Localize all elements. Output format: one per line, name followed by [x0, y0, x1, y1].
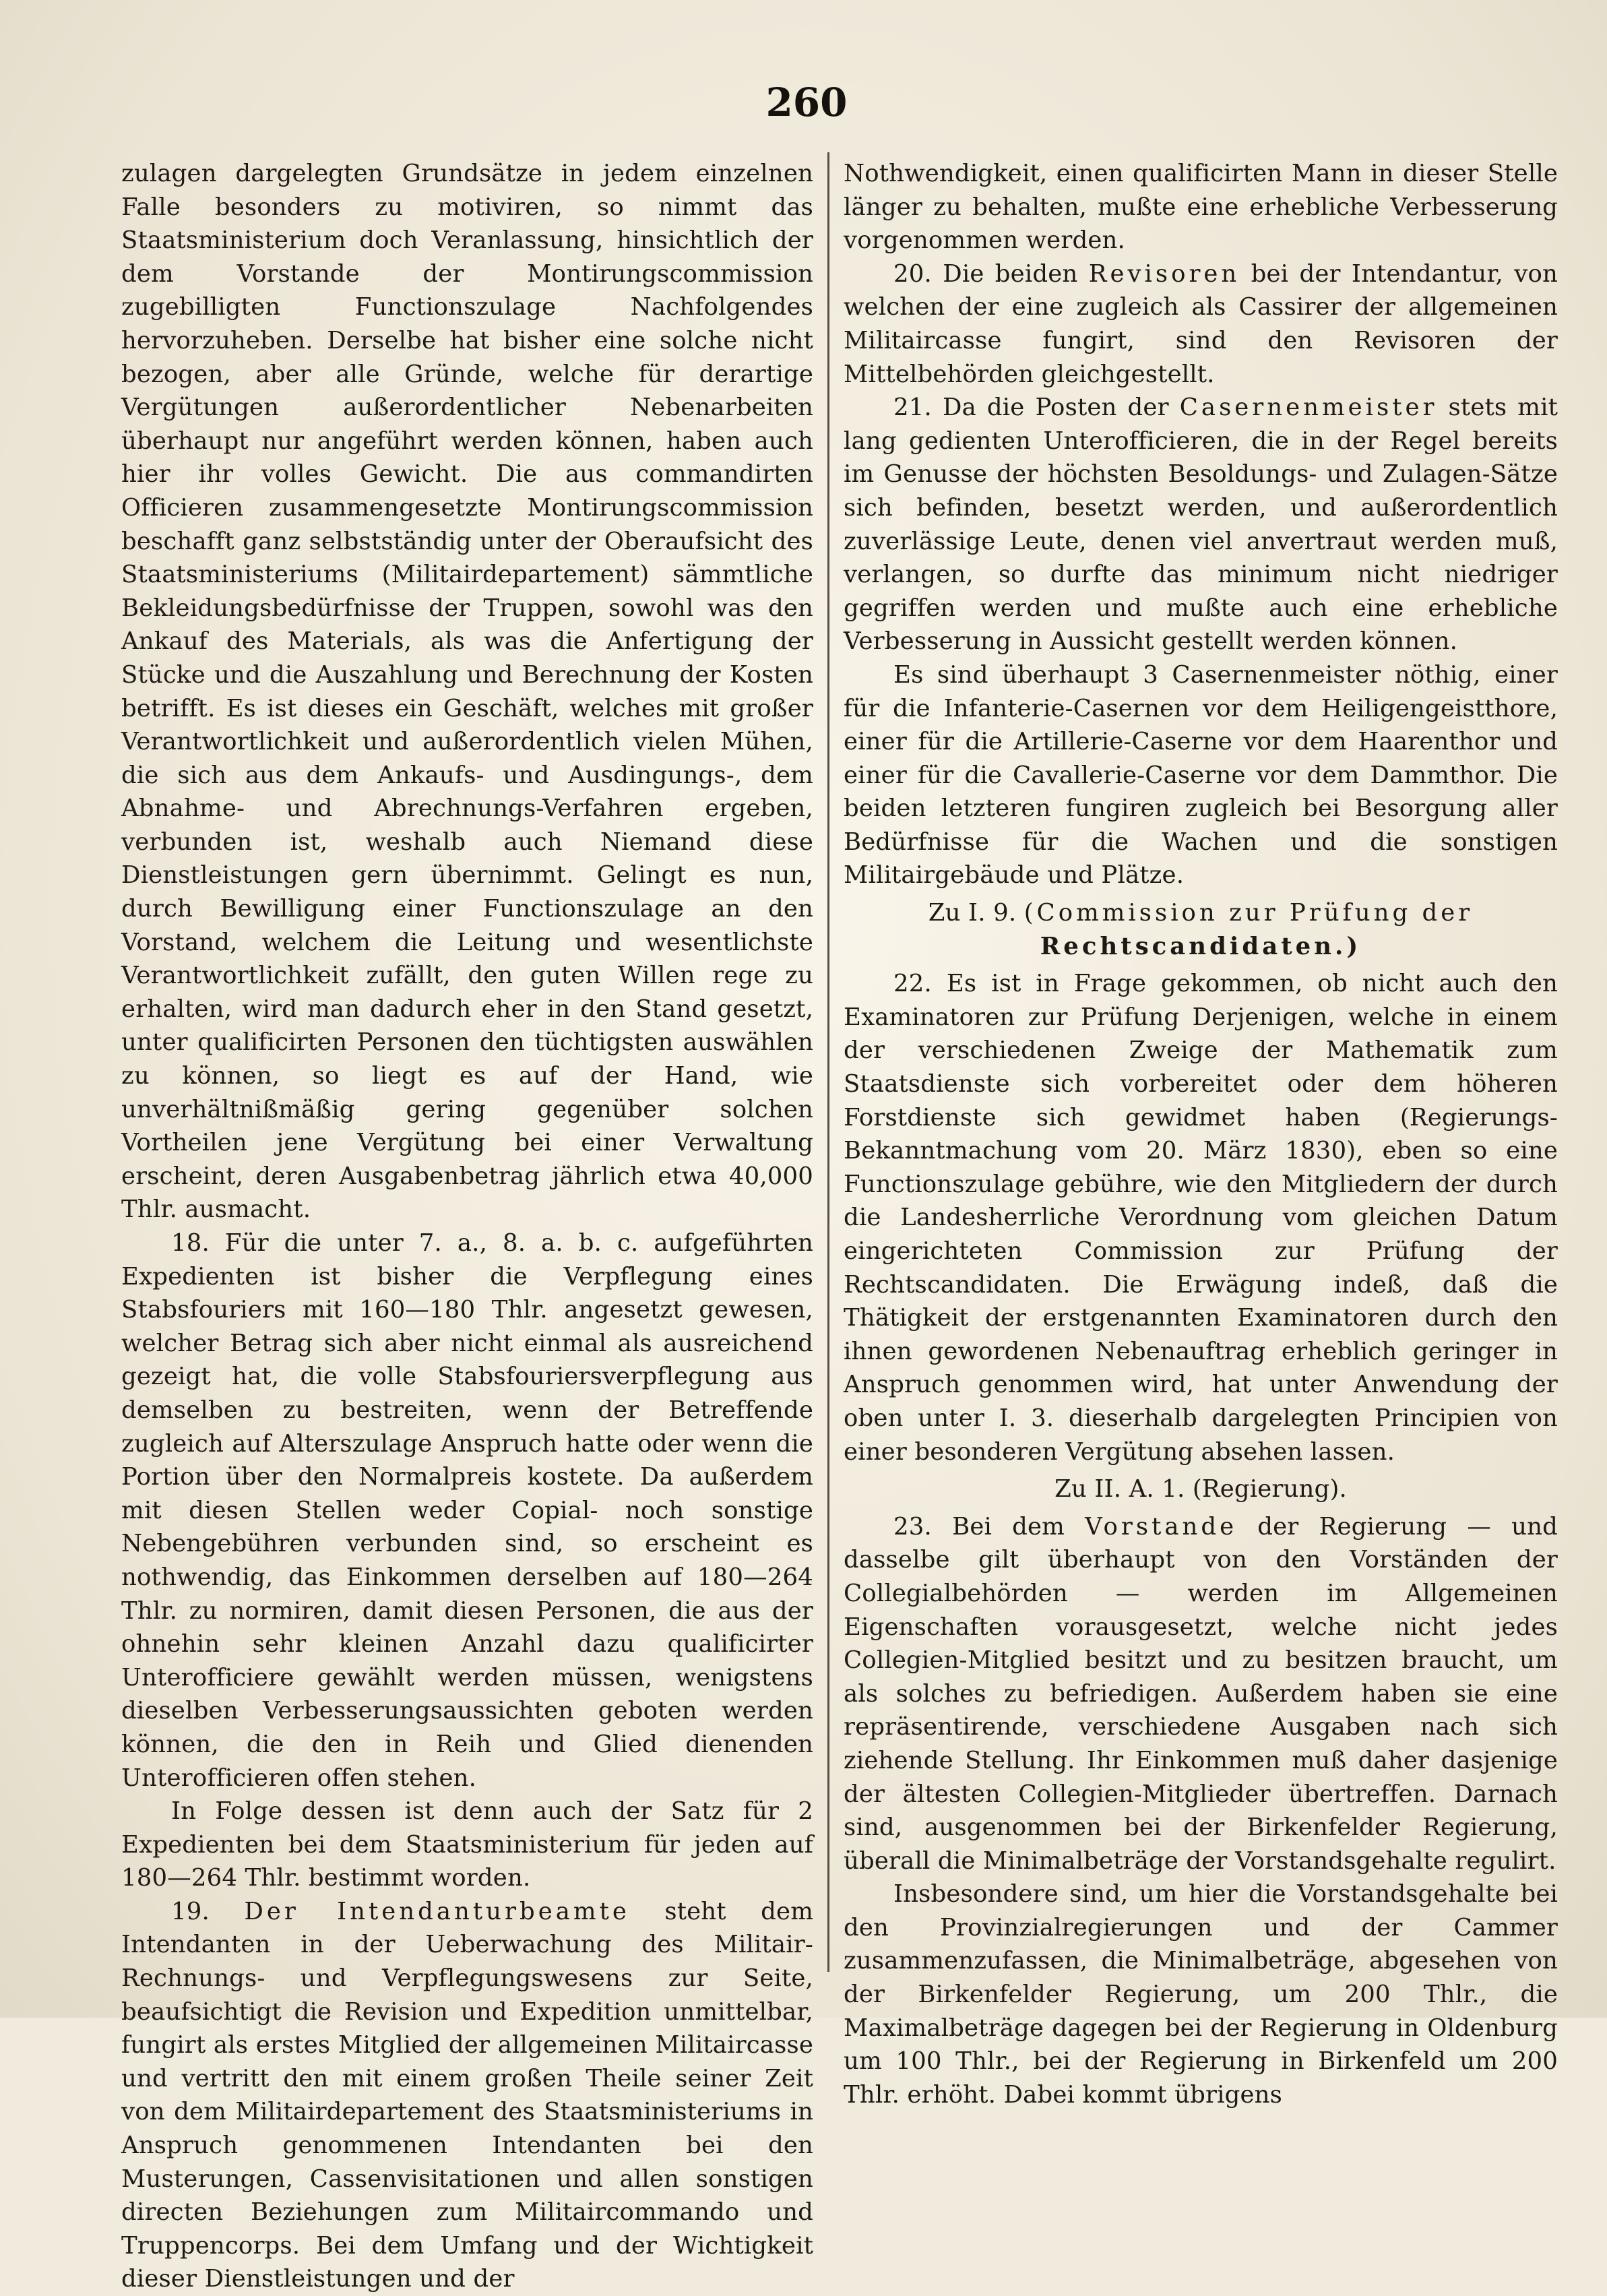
- paragraph-continued: zulagen dargelegten Grundsätze in jedem einzelnen Falle besonders zu motiviren, so nimmt das Staatsministerium doch Veranlassung, hinsichtlich der dem Vorstande der Montirungscommission zugebilligten Functionszulage Nachfolgendes hervorzuheben. Derselbe hat bisher eine solche nicht bezogen, aber alle Gründe, welche für derartige Vergütungen außerordentlicher Nebenarbeiten überhaupt nur angeführt werden können, haben auch hier ihr volles Gewicht. Die aus commandirten Officieren zusammengesetzte Montirungscommission beschafft ganz selbstständig unter der Oberaufsicht des Staatsministeriums (Militairdepartement) sämmtliche Bekleidungsbedürfnisse der Truppen, sowohl was den Ankauf des Materials, als was die Anfertigung der Stücke und die Auszahlung und Berechnung der Kosten betrifft. Es ist dieses ein Geschäft, welches mit großer Verantwortlichkeit und außerordentlich vielen Mühen, die sich aus dem Ankaufs- und Ausdingungs-, dem Abnahme- und Abrechnungs-Verfahren ergeben, verbunden ist, weshalb auch Niemand diese Dienstleistungen gern übernimmt. Gelingt es nun, durch Bewilligung einer Functionszulage an den Vorstand, welchem die Leitung und wesentlichste Verantwortlichkeit zufällt, den guten Willen rege zu erhalten, wird man dadurch eher in den Stand gesetzt, unter qualificirten Personen den tüchtigsten auswählen zu können, so liegt es auf der Hand, wie unverhältnißmäßig gering gegenüber solchen Vortheilen jene Vergütung bei einer Verwaltung erscheint, deren Ausgabenbetrag jährlich etwa 40,000 Thlr. ausmacht.: [121, 160, 813, 1224]
- right-column: [844, 157, 1558, 2109]
- paragraph-18-b: In Folge dessen ist denn auch der Satz für 2 Expedienten bei dem Staatsministerium für jeden auf 180—264 Thlr. bestimmt worden.: [121, 1797, 813, 1892]
- paragraph-text: bei der Intendantur, von welchen der eine zugleich als Cassirer der allgemeinen Militaircasse fungirt, sind den Revisoren der Mittelbehörden gleichgestellt.: [844, 259, 1558, 388]
- paragraph-text: Die beiden: [943, 259, 1078, 288]
- section-heading-2: Zu II. A. 1. (Regierung).: [1054, 1475, 1347, 1503]
- paragraph-20: [844, 257, 1558, 391]
- paragraph-23: [844, 1510, 1558, 1878]
- section-heading-1: [844, 896, 1558, 963]
- paragraph-number: 18.: [171, 1229, 210, 1257]
- paragraph-21: [844, 391, 1558, 658]
- left-column: [121, 157, 814, 2293]
- paragraph-18: [121, 1227, 813, 1795]
- spaced-term: Vorstande: [1085, 1512, 1238, 1541]
- paragraph-number: 21.: [893, 394, 932, 422]
- paragraph-text: Da die Posten der: [942, 394, 1169, 422]
- paragraph-number: 20.: [893, 259, 932, 288]
- paragraph-text: stets mit lang gedienten Unterofficieren, die in der Regel bereits im Genusse der höchsten Besoldungs- und Zulagen-Sätze sich befinden, besetzt werden, und außerordentlich zuverlässige Leute, denen viel anvertraut werden muß, verlangen, so durfte das minimum nicht niedriger gegriffen werden und mußte auch eine erhebliche Verbesserung in Aussicht gestellt werden können.: [844, 394, 1558, 656]
- paragraph-text: steht dem Intendanten in der Ueberwachung des Militair-Rechnungs- und Verpflegungswesens zur Seite, beaufsichtigt die Revision und Expedition unmittelbar, fungirt als erstes Mitglied der allgemeinen Militaircasse und vertritt den mit einem großen Theile seiner Zeit von dem Militairdepartement des Staatsministeriums in Anspruch genommenen Intendanten bei den Musterungen, Cassenvisitationen und allen sonstigen directen Beziehungen zum Militaircommando und Truppencorps. Bei dem Umfang und der Wichtigkeit dieser Dienstleistungen und der: [121, 1897, 814, 2293]
- spaced-term: Casernenmeister: [1179, 394, 1438, 422]
- paragraph-text: Bei dem: [952, 1512, 1065, 1541]
- spaced-term: Revisoren: [1088, 259, 1240, 288]
- paragraph-22: [844, 967, 1558, 1468]
- spaced-term: Der Intendanturbeamte: [244, 1897, 630, 1925]
- page-number: 260: [765, 80, 848, 125]
- column-divider: [827, 152, 829, 1972]
- paragraph-continued: Nothwendigkeit, einen qualificirten Mann in dieser Stelle länger zu behalten, mußte eine erhebliche Verbesserung vorgenommen werden.: [844, 160, 1558, 255]
- heading-title-cont: Rechtscandidaten.): [1040, 932, 1362, 960]
- paragraph-number: 19.: [171, 1897, 210, 1925]
- paragraph-text: Es ist in Frage gekommen, ob nicht auch den Examinatoren zur Prüfung Derjenigen, welche in einem der verschiedenen Zweige der Mathematik zum Staatsdienste sich vorbereitet oder dem höheren Forstdienste sich gewidmet haben (Regierungs-Bekanntmachung vom 20. März 1830), eben so eine Functionszulage gebühre, wie den Mitgliedern der durch die Landesherrliche Verordnung vom gleichen Datum eingerichteten Commission zur Prüfung der Rechtscandidaten. Die Erwägung indeß, daß die Thätigkeit der erstgenannten Examinatoren durch den ihnen gewordenen Nebenauftrag erheblich geringer in Anspruch genommen wird, hat unter Anwendung der oben unter I. 3. dieserhalb dargelegten Principien von einer besonderen Vergütung absehen lassen.: [844, 970, 1558, 1466]
- paragraph-21-b: Es sind überhaupt 3 Casernenmeister nöthig, einer für die Infanterie-Casernen vor dem Heiligengeistthore, einer für die Artillerie-Caserne vor dem Haarenthor und einer für die Cavallerie-Caserne vor dem Dammthor. Die beiden letzteren fungiren zugleich bei Besorgung aller Bedürfnisse für die Wachen und die sonstigen Militairgebäude und Plätze.: [844, 660, 1558, 890]
- paragraph-23-b: Insbesondere sind, um hier die Vorstandsgehalte bei den Provinzialregierungen und der Cammer zusammenzufassen, die Minimalbeträge, abgesehen von der Birkenfelder Regierung, um 200 Thlr., die Maximalbeträge dagegen bei der Regierung in Oldenburg um 100 Thlr., bei der Regierung in Birkenfeld um 200 Thlr. erhöht. Dabei kommt übrigens: [844, 1880, 1558, 2109]
- paragraph-number: 22.: [893, 970, 932, 998]
- heading-title: (Commission zur Prüfung der: [1023, 899, 1474, 927]
- paragraph-19: [121, 1895, 813, 2296]
- heading-ref: Zu I. 9.: [928, 899, 1017, 927]
- paragraph-number: 23.: [893, 1512, 932, 1541]
- paragraph-text: Für die unter 7. a., 8. a. b. c. aufgeführten Expedienten ist bisher die Verpflegung eines Stabsfouriers mit 160—180 Thlr. angesetzt gewesen, welcher Betrag sich aber nicht einmal als ausreichend gezeigt hat, die volle Stabsfouriersverpflegung aus demselben zu bestreiten, wenn der Betreffende zugleich auf Alterszulage Anspruch hatte oder wenn die Portion über den Normalpreis kostete. Da außerdem mit diesen Stellen weder Copial- noch sonstige Nebengebühren verbunden sind, so erscheint es nothwendig, das Einkommen derselben auf 180—264 Thlr. zu normiren, damit diesen Personen, die aus der ohnehin sehr kleinen Anzahl dazu qualificirter Unterofficiere gewählt werden müssen, wenigstens dieselben Verbesserungsaussichten geboten werden können, die den in Reih und Glied dienenden Unterofficieren offen stehen.: [121, 1229, 813, 1792]
- paragraph-text: der Regierung — und dasselbe gilt überhaupt von den Vorständen der Collegialbehörden — werden im Allgemeinen Eigenschaften vorausgesetzt, welche nicht jedes Collegien-Mitglied besitzt und zu besitzen braucht, um als solches zu befriedigen. Außerdem haben sie eine repräsentirende, verschiedene Ausgaben nach sich ziehende Stellung. Ihr Einkommen muß daher dasjenige der ältesten Collegien-Mitglieder übertreffen. Darnach sind, ausgenommen bei der Birkenfelder Regierung, überall die Minimalbeträge der Vorstandsgehalte regulirt.: [844, 1512, 1558, 1875]
